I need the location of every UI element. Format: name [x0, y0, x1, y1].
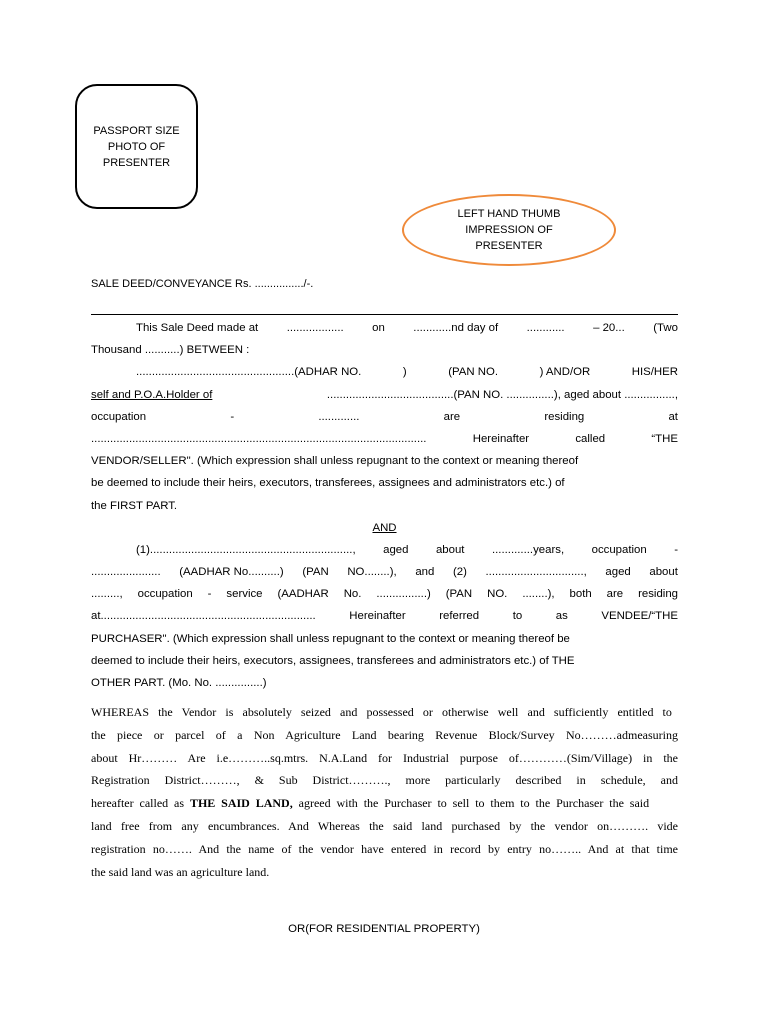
- whereas-line: [91, 747, 678, 770]
- vendor-line-word: This Sale Deed made at: [136, 322, 259, 334]
- vendee-line-word: as: [555, 610, 568, 623]
- vendor-line-word: Hereinafter: [472, 432, 530, 445]
- vendor-line: [91, 406, 678, 428]
- vendee-line-word: aged: [383, 543, 409, 556]
- and-label: [91, 517, 678, 539]
- vendee-line-word: about: [649, 566, 678, 579]
- vendor-line-word: ..................: [286, 322, 344, 334]
- vendor-line: [91, 384, 678, 406]
- and-label-text: AND: [372, 521, 397, 534]
- vendor-line-word: – 20...: [593, 322, 625, 334]
- vendee-line-word: .........,: [91, 588, 123, 601]
- vendee-line-word: occupation: [137, 588, 193, 601]
- vendor-line-word: on: [372, 322, 385, 334]
- vendor-line-word: residing: [544, 410, 585, 423]
- sale-deed-amount-line: SALE DEED/CONVEYANCE Rs. ................/-.: [91, 278, 314, 290]
- vendee-line-word: to: [512, 610, 523, 623]
- vendor-line: [91, 450, 678, 472]
- vendee-line-word: ......................: [91, 566, 161, 579]
- vendee-line-word: ...............................,: [485, 566, 587, 579]
- vendor-line-word: HIS/HER: [631, 366, 678, 379]
- vendee-line-word: service: [226, 588, 263, 601]
- vendor-line-word: ..........................................................................................................: [91, 432, 427, 445]
- vendor-line-word: ........................................(PAN NO. ...............), aged about ................,: [326, 388, 678, 401]
- vendor-line-word: “THE: [651, 432, 678, 445]
- whereas-text: hereafter called as: [91, 796, 190, 811]
- thumb-box-line: LEFT HAND THUMB: [457, 208, 561, 220]
- whereas-line-text: land free from any encumbrances. And Whereas the said land purchased by the vendor on………. vide: [91, 818, 678, 833]
- vendee-line-word: OTHER PART. (Mo. No. ...............): [91, 677, 267, 689]
- whereas-lines-top: [91, 701, 678, 792]
- vendee-line-word: PURCHASER". (Which expression shall unless repugnant to the context or meaning thereof be: [91, 632, 570, 645]
- thumb-box-line: IMPRESSION OF: [465, 224, 553, 236]
- whereas-line: [91, 701, 678, 724]
- vendee-line-word: residing: [638, 588, 678, 601]
- vendee-line-word: at....................................................................: [91, 610, 316, 623]
- vendee-line: [91, 539, 678, 561]
- vendee-line-word: (2): [452, 566, 467, 579]
- vendor-line-word: self and P.O.A.Holder of: [91, 388, 213, 401]
- vendor-line: [91, 472, 678, 494]
- residential-property-heading: OR(FOR RESIDENTIAL PROPERTY): [288, 923, 480, 935]
- vendor-line-word: called: [575, 432, 606, 445]
- vendee-line-word: about: [435, 543, 465, 556]
- vendee-line-word: Hereinafter: [349, 610, 406, 623]
- vendor-line-word: ............: [526, 322, 565, 334]
- vendee-line: [91, 605, 678, 627]
- whereas-line-text: [91, 792, 649, 815]
- vendee-line-word: (PAN: [445, 588, 473, 601]
- vendor-line: [91, 361, 678, 383]
- whereas-line-text: about Hr……… Are i.e………..sq.mtrs. N.A.Land for Industrial purpose of…………(Sim/Village) in the: [91, 750, 678, 765]
- whereas-line: [91, 724, 678, 747]
- vendee-line-word: are: [606, 588, 624, 601]
- vendee-line-word: No.: [343, 588, 362, 601]
- vendor-line: [91, 428, 678, 450]
- passport-photo-box: [75, 84, 198, 209]
- vendor-line-word: occupation: [91, 410, 147, 423]
- vendee-line-word: ................): [376, 588, 431, 601]
- whereas-line: [91, 815, 678, 838]
- vendor-line-word: ): [402, 366, 407, 379]
- vendee-line-word: occupation: [591, 543, 647, 556]
- whereas-line: [91, 792, 678, 815]
- vendee-line-word: (1)................................................................,: [136, 543, 356, 556]
- vendee-line-word: referred: [439, 610, 480, 623]
- vendee-line: [91, 650, 678, 672]
- vendor-section: [91, 317, 678, 517]
- vendee-line-word: deemed to include their heirs, executors, assignees, transferees and administrators etc.) of THE: [91, 654, 575, 667]
- photo-box-line: PHOTO OF: [107, 140, 166, 153]
- horizontal-rule: [91, 314, 678, 315]
- vendor-line-word: be deemed to include their heirs, executors, transferees, assignees and administrators etc.) of: [91, 477, 565, 490]
- whereas-line-text: the piece or parcel of a Non Agriculture Land bearing Revenue Block/Survey No………admeasuring: [91, 727, 678, 742]
- whereas-line: [91, 769, 678, 792]
- vendor-line-word: (Two: [653, 322, 678, 334]
- vendee-line-word: (PAN: [302, 566, 329, 579]
- vendee-line: [91, 672, 678, 694]
- vendee-line-word: (AADHAR: [277, 588, 329, 601]
- vendor-line-word: Thousand ...........) BETWEEN :: [91, 344, 250, 357]
- whereas-text: agreed with the Purchaser to sell to them to the Purchaser the said: [292, 796, 650, 811]
- vendor-line-word: -: [230, 410, 235, 423]
- vendor-line: [91, 339, 678, 361]
- vendee-line-word: (AADHAR No..........): [179, 566, 284, 579]
- whereas-last-line: the said land was an agriculture land.: [91, 864, 270, 879]
- thumb-impression-oval: [402, 194, 616, 266]
- vendor-line-word: the FIRST PART.: [91, 499, 178, 512]
- vendee-line-word: -: [674, 543, 678, 556]
- vendor-line-word: ) AND/OR: [539, 366, 591, 379]
- whereas-line-text: registration no……. And the name of the vendor have entered in record by entry no…….. And at that time: [91, 841, 678, 856]
- thumb-box-line: PRESENTER: [475, 240, 543, 252]
- vendor-line-word: at: [668, 410, 678, 423]
- whereas-line-text: Registration District………, & Sub District………., more particularly described in schedule, and: [91, 773, 678, 788]
- whereas-paragraph: [91, 701, 678, 883]
- vendee-section: [91, 539, 678, 694]
- whereas-line-text: WHEREAS the Vendor is absolutely seized and possessed or otherwise well and sufficiently entitled to: [91, 705, 672, 719]
- vendee-line-word: and: [415, 566, 435, 579]
- vendee-line-word: NO........),: [347, 566, 397, 579]
- vendee-line: [91, 628, 678, 650]
- vendor-line-word: ............nd day of: [413, 322, 499, 334]
- vendee-line: [91, 561, 678, 583]
- whereas-lines-bottom: [91, 815, 678, 861]
- vendor-line: [91, 317, 678, 339]
- vendor-line-word: are: [443, 410, 461, 423]
- said-land-term: THE SAID LAND,: [189, 796, 293, 811]
- photo-box-line: PASSPORT SIZE: [93, 124, 180, 137]
- vendor-line-word: (PAN NO.: [448, 366, 499, 379]
- vendee-line: [91, 583, 678, 605]
- vendee-line-word: -: [207, 588, 212, 601]
- photo-box-line: PRESENTER: [102, 156, 171, 169]
- vendee-line-word: aged: [605, 566, 631, 579]
- whereas-line: [91, 838, 678, 861]
- vendor-line-word: VENDOR/SELLER". (Which expression shall unless repugnant to the context or meaning thereof: [91, 455, 579, 468]
- vendor-line-word: ..................................................(ADHAR NO.: [136, 366, 362, 379]
- vendor-line-word: .............: [318, 410, 360, 423]
- vendee-line-word: .............years,: [491, 543, 565, 556]
- vendor-line: [91, 495, 678, 517]
- vendee-line-word: both: [569, 588, 592, 601]
- deed-body: [91, 317, 678, 694]
- vendee-line-word: NO.: [487, 588, 508, 601]
- vendee-line-word: VENDEE/“THE: [601, 610, 678, 623]
- vendee-line-word: ........),: [522, 588, 555, 601]
